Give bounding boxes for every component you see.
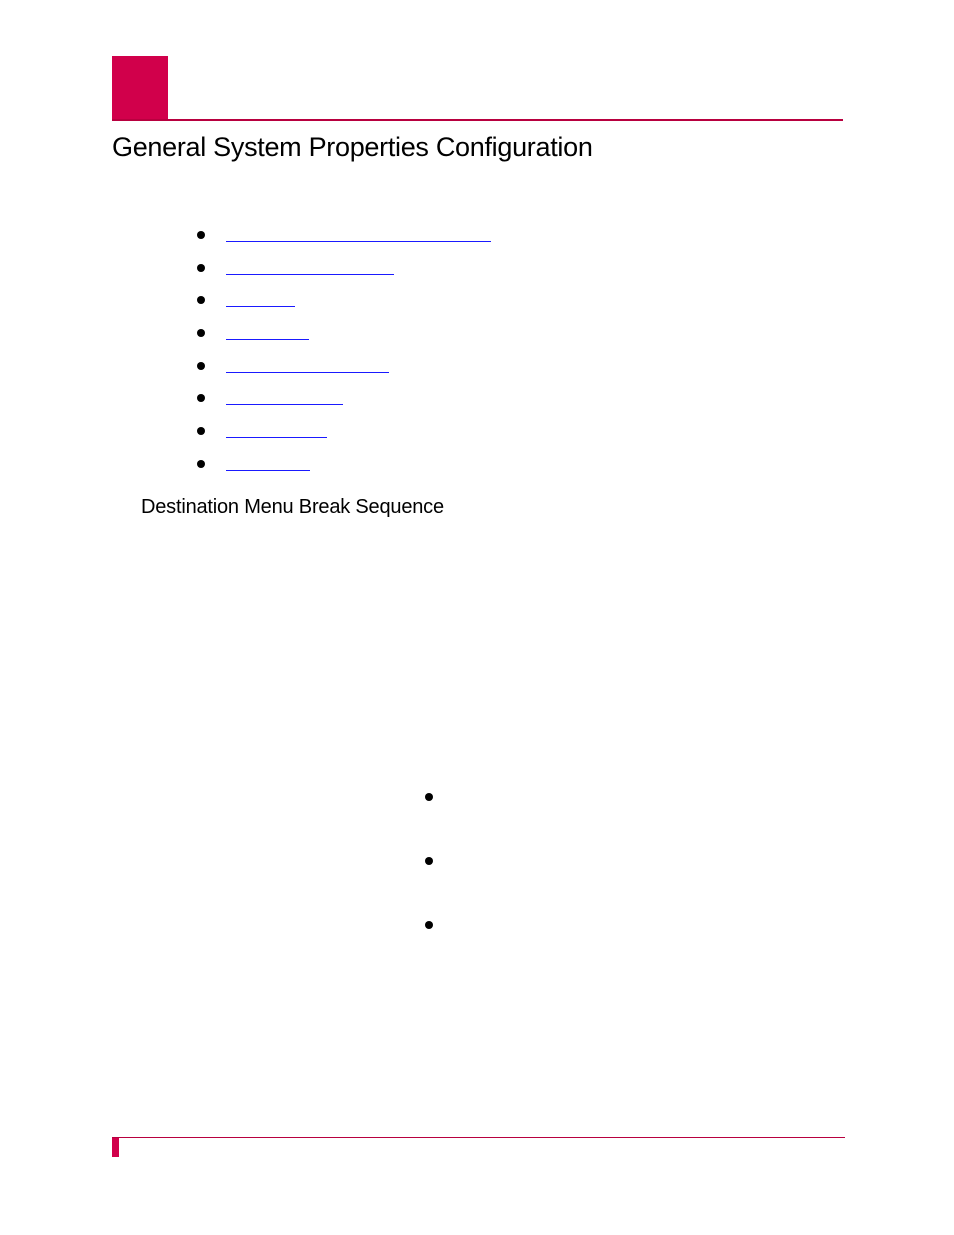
footer-rule [112,1137,845,1138]
toc-link[interactable] [226,241,491,242]
header-rule [112,119,843,121]
bullet-icon [197,329,205,337]
bullet-icon [197,296,205,304]
toc-link[interactable] [226,437,327,438]
section-heading: Destination Menu Break Sequence [141,496,444,518]
bullet-icon [197,460,205,468]
page-title: General System Properties Configuration [112,132,593,162]
toc-link[interactable] [226,404,343,405]
bullet-icon [197,362,205,370]
toc-link[interactable] [226,339,309,340]
toc-link[interactable] [226,306,295,307]
bullet-icon [197,427,205,435]
bullet-icon [425,793,433,801]
toc-link[interactable] [226,274,394,275]
toc-link[interactable] [226,470,310,471]
footer-marker [112,1138,119,1157]
bullet-icon [197,231,205,239]
bullet-icon [197,394,205,402]
toc-link[interactable] [226,372,389,373]
bullet-icon [197,264,205,272]
bullet-icon [425,857,433,865]
bullet-icon [425,921,433,929]
chapter-tab-marker [112,56,168,120]
